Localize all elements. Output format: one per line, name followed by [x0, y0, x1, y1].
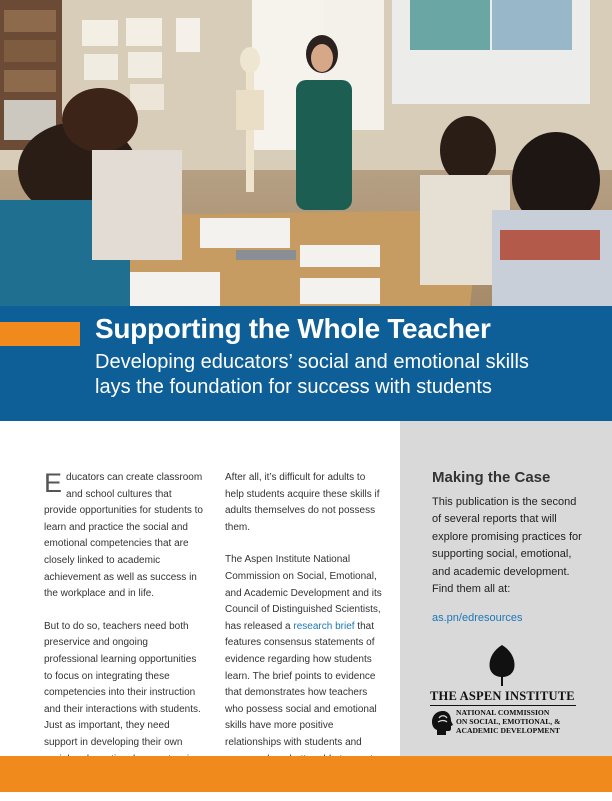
body-column-2 [225, 470, 385, 801]
paragraph-1 [44, 470, 204, 603]
logo-commission-line-3: ACADEMIC DEVELOPMENT [456, 726, 560, 735]
sidebar-title: Making the Case [432, 469, 551, 486]
paragraph-2: But to do so, teachers need both preservice and ongoing professional learning opportunities to focus on integrating these competencies into their instruction and their interactions with students. Just as important, they need support in developing their own [44, 620, 201, 748]
resources-link[interactable]: as.pn/edresources [432, 612, 523, 624]
logo-commission-line-1: NATIONAL COMMISSION [456, 708, 550, 717]
head-profile-icon [431, 710, 453, 736]
research-brief-link[interactable]: research brief [293, 620, 355, 632]
subtitle-line-1: Developing educators’ social and emotional skills [95, 351, 529, 373]
paragraph-4-text-a: The Aspen Institute National Commission on Social, Emotional, and Academic Development and its Council of Distinguished Scientists, has released a [225, 554, 382, 632]
paragraph-4-text-b: that features consensus statements of evidence regarding how students learn. The brief points to evidence that demonstrates how teachers who possess social and emotional skills have more positive relationships with students and [225, 620, 377, 748]
paragraph-1-text: ducators can create classroom and school cultures that provide opportunities for students to learn and practice the social and emotional competencies that are closely linked to academic achievement as well as success in the workplace and in life. [44, 472, 203, 600]
body-column-1 [44, 470, 204, 784]
sidebar-text: This publication is the second of several reports that will explore promising practices for supporting social, emotional, and academic development. Find them all at: [432, 496, 582, 596]
page-title: Supporting the Whole Teacher [95, 313, 491, 344]
paragraph-4 [225, 552, 385, 784]
cover-photo [0, 0, 612, 306]
orange-accent-tab [0, 322, 80, 346]
logo-commission-line-2: ON SOCIAL, EMOTIONAL, & [456, 717, 561, 726]
drop-cap: E [44, 468, 63, 498]
aspen-leaf-icon [486, 643, 518, 687]
page-subtitle [95, 350, 595, 400]
bottom-accent-bar [0, 756, 612, 792]
paragraph-3: After all, it’s difficult for adults to help students acquire these skills if adults themselves do not possess them. [225, 472, 380, 533]
classroom-photo-illustration [0, 0, 612, 306]
logo-commission [456, 708, 576, 735]
aspen-institute-logo [430, 643, 576, 743]
sidebar [400, 421, 612, 756]
subtitle-line-2: lays the foundation for success with students [95, 376, 492, 398]
logo-name: THE ASPEN INSTITUTE [430, 689, 576, 706]
